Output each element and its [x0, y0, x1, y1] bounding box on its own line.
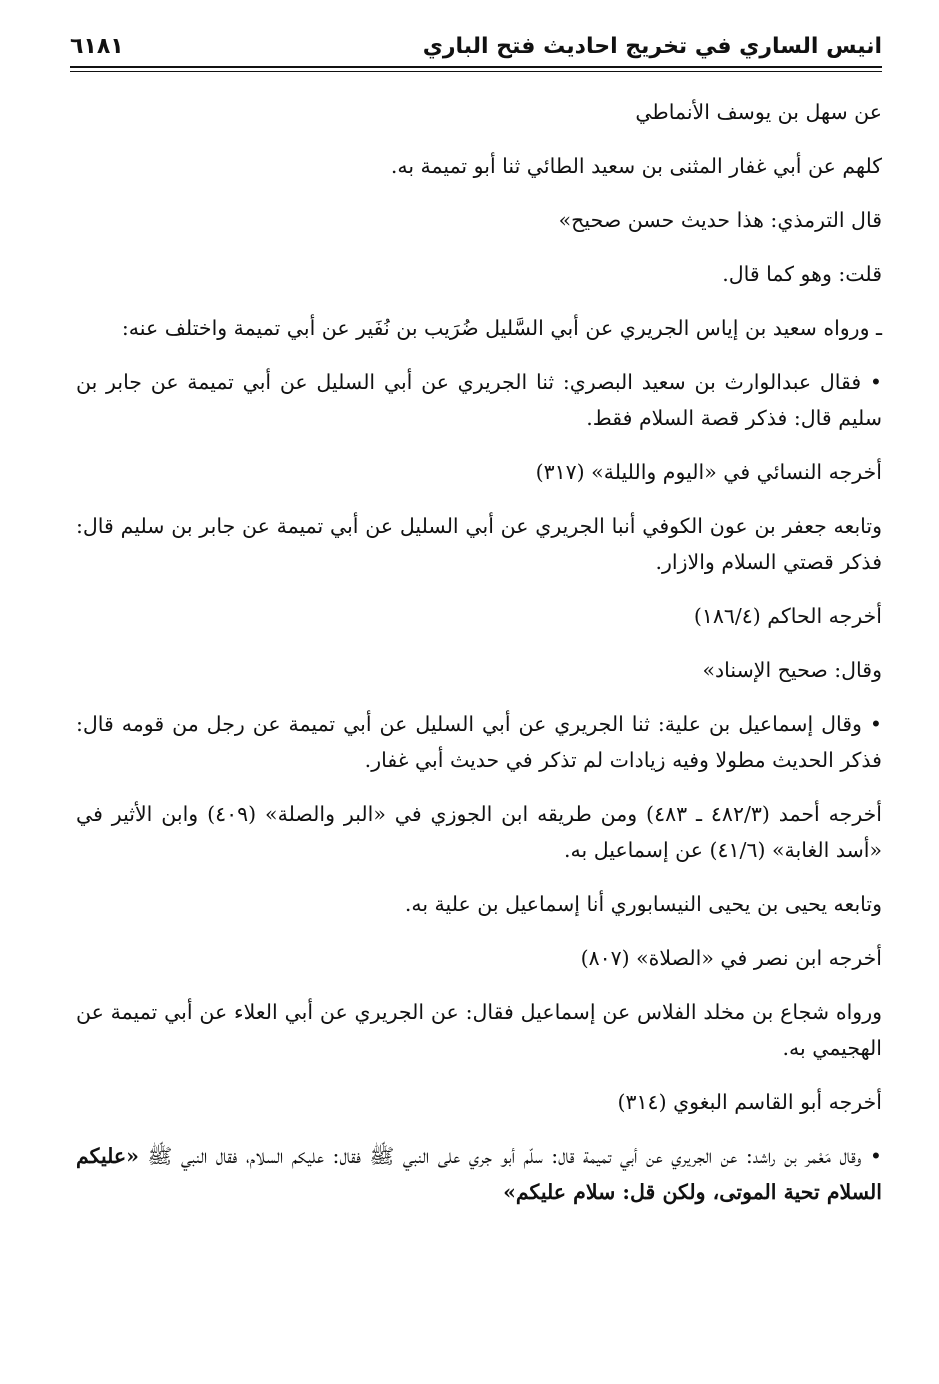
paragraph: أخرجه الحاكم (١٨٦/٤) — [693, 604, 882, 628]
paragraph: • فقال عبدالوارث بن سعيد البصري: ثنا الجريري عن أبي السليل عن أبي تميمة عن جابر بن سليم قال: فذكر قصة السلام فقط. — [76, 370, 882, 430]
paragraph: • وقال إسماعيل بن علية: ثنا الجريري عن أبي السليل عن أبي تميمة عن رجل من قومه قال: فذكر الحديث مطولا وفيه زيادات لم تذكر في حديث أبي غفار. — [76, 712, 882, 772]
paragraph: عن سهل بن يوسف الأنماطي — [635, 100, 882, 124]
final-text: • وقال مَعْمر بن راشد: عن الجريري عن أبي تميمة قال: سلّم أبو جري على النبي ﷺ فقال: عليكم السلام، فقال النبي ﷺ — [138, 1144, 882, 1168]
paragraph: أخرجه ابن نصر في «الصلاة» (٨٠٧) — [580, 946, 882, 970]
header-rule-thick — [70, 66, 882, 68]
paragraph: ـ ورواه سعيد بن إياس الجريري عن أبي السَّليل ضُرَيب بن نُفَير عن أبي تميمة واختلف عنه: — [121, 316, 882, 340]
paragraph: قلت: وهو كما قال. — [722, 262, 882, 286]
paragraph: أخرجه أبو القاسم البغوي (٣١٤) — [617, 1090, 882, 1114]
paragraph: ورواه شجاع بن مخلد الفلاس عن إسماعيل فقال: عن الجريري عن أبي العلاء عن أبي تميمة عن الهجيمي به. — [76, 1000, 882, 1060]
paragraph: كلهم عن أبي غفار المثنى بن سعيد الطائي ثنا أبو تميمة به. — [390, 154, 882, 178]
paragraph: قال الترمذي: هذا حديث حسن صحيح» — [558, 208, 882, 232]
body-text — [76, 94, 882, 1228]
page-header — [70, 28, 882, 66]
header-rule-thin — [70, 71, 882, 72]
paragraph: أخرجه أحمد (٤٨٢/٣ ـ ٤٨٣) ومن طريقه ابن الجوزي في «البر والصلة» (٤٠٩) وابن الأثير في «أسد الغابة» (٤١/٦) عن إسماعيل به. — [76, 802, 882, 862]
paragraph: أخرجه النسائي في «اليوم والليلة» (٣١٧) — [535, 460, 882, 484]
paragraph: وتابعه جعفر بن عون الكوفي أنبا الجريري عن أبي السليل عن أبي تميمة عن جابر بن سليم قال: فذكر قصتي السلام والازار. — [76, 514, 882, 574]
paragraph: وقال: صحيح الإسناد» — [702, 658, 882, 682]
paragraph-final — [76, 1138, 882, 1210]
final-quote-bold: «عليكم السلام تحية الموتى، ولكن قل: سلام عليكم» — [76, 1144, 882, 1204]
paragraph: وتابعه يحيى بن يحيى النيسابوري أنا إسماعيل بن علية به. — [404, 892, 882, 916]
running-title: انيس الساري في تخريج احاديث فتح الباري — [422, 34, 882, 59]
page-number: ٦١٨١ — [70, 34, 124, 59]
